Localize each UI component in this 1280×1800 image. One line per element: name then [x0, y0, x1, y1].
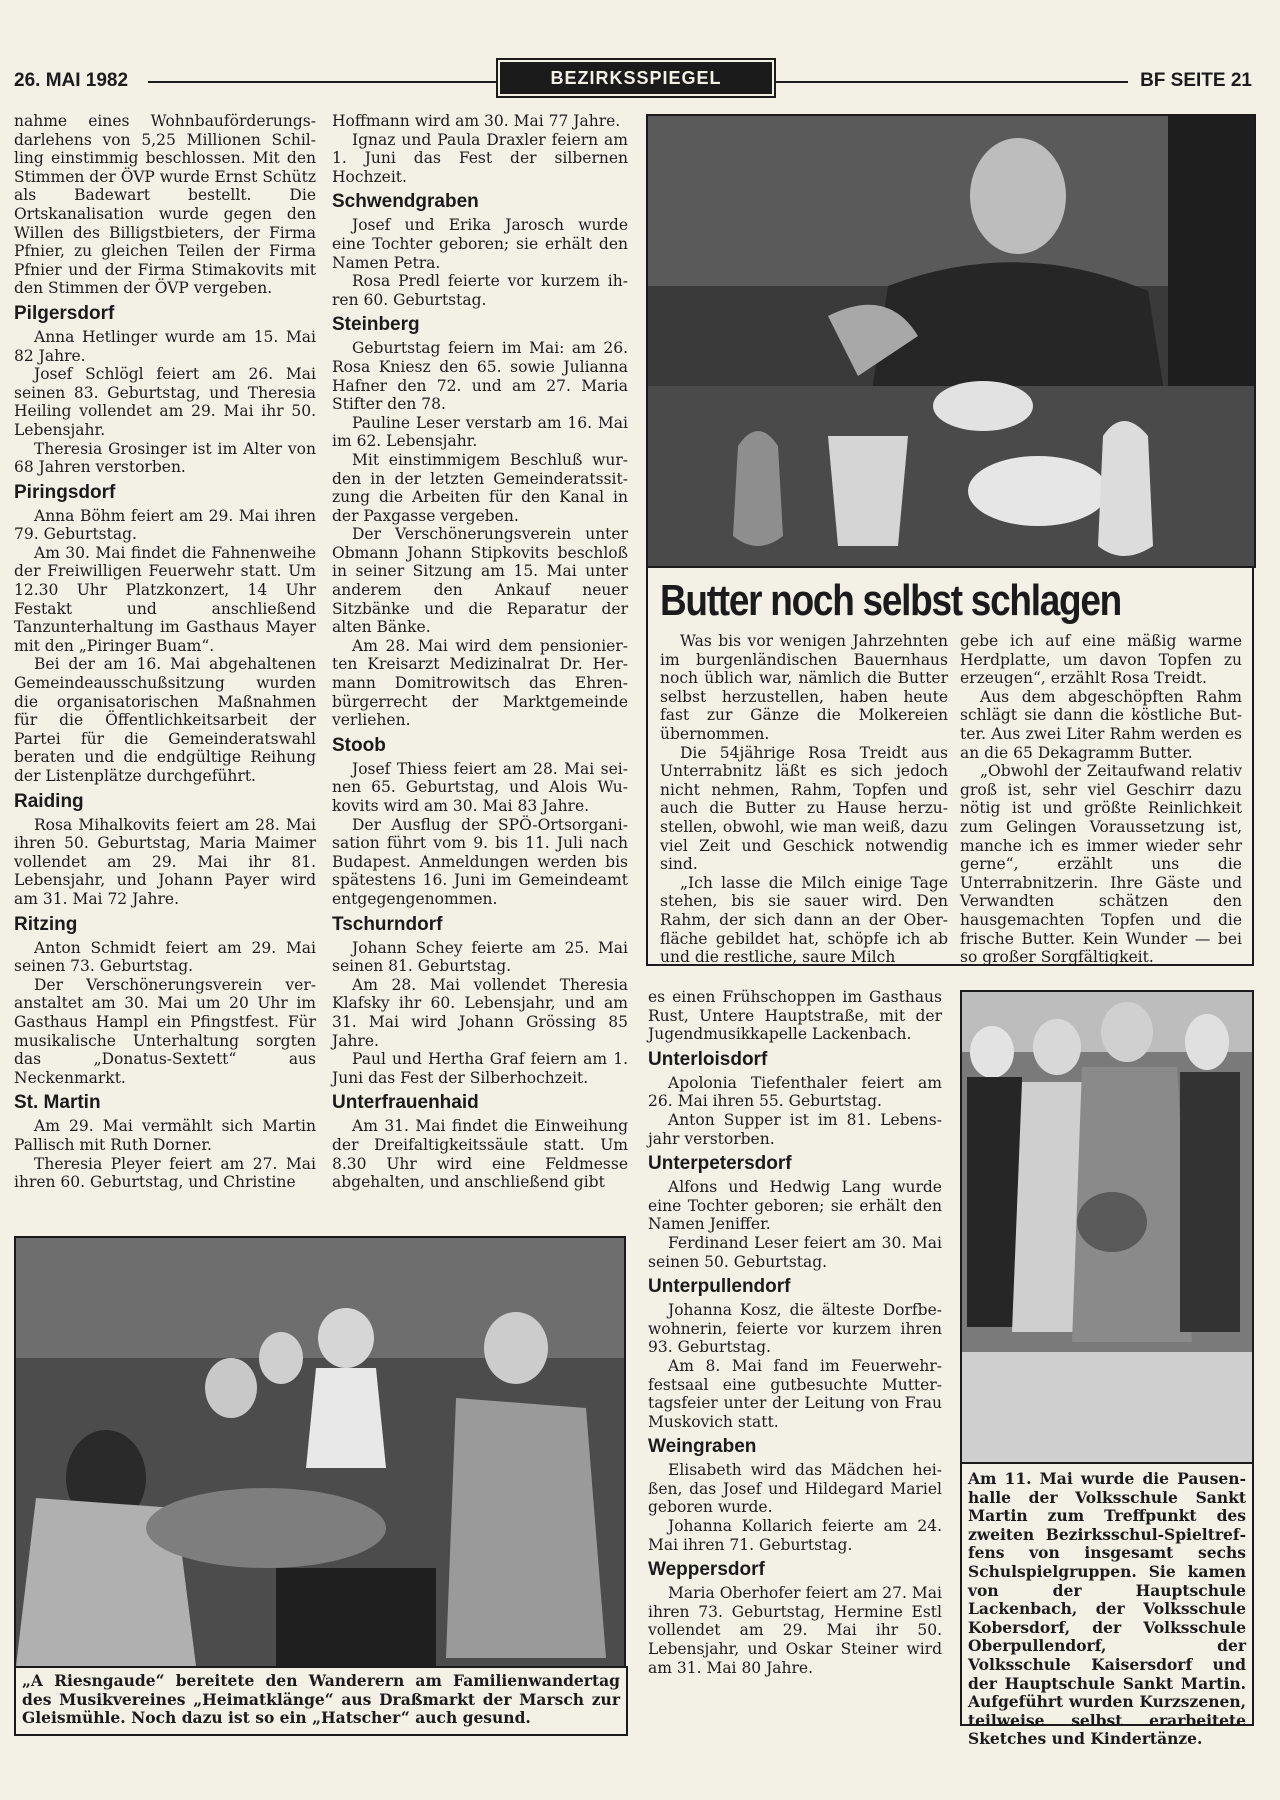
article-continuation: es einen Frühschoppen im Gasthaus Rust, Untere Hauptstraße, mit der Jugendmusikkapelle Lackenbach.: [648, 988, 942, 1044]
paragraph: Rosa Mihalkovits feiert am 28. Mai ihren 50. Geburtstag, Maria Maimer vollendet am 29. Mai ihr 81. Lebensjahr, und Johann Payer wird am 31. Mai 72 Jahre.: [14, 815, 316, 908]
paragraph: Alfons und Hedwig Lang wurde eine Tochter geboren; sie erhält den Namen Jeniffer.: [648, 1178, 942, 1234]
issue-date: 26. MAI 1982: [14, 70, 129, 91]
paragraph: Am 30. Mai findet die Fahnenweihe der Freiwilligen Feuerwehr statt. Um 12.30 Uhr Platzkonzert, 14 Uhr Festakt und anschließend Tanzunterhaltung im Gasthaus Mayer mit den „Piringer Buam“.: [14, 543, 316, 655]
paragraph: Anton Supper ist im 81. Lebensjahr verstorben.: [648, 1110, 942, 1148]
paragraph: Josef und Erika Jarosch wurde eine Tochter geboren; sie erhält den Namen Petra.: [332, 216, 628, 272]
paragraph: Johanna Kosz, die älteste Dorfbewohnerin, feierte vor kurzem ihren 93. Geburtstag.: [648, 1301, 942, 1357]
paragraph: Am 28. Mai wird dem pensionierten Kreisarzt Medizinalrat Dr. Hermann Domitrowitsch das Ehrenbürgerrecht der Marktgemeinde verliehen.: [332, 636, 628, 730]
section-heading: Tschurndorf: [332, 913, 443, 935]
section-heading: Raiding: [14, 790, 84, 812]
butter-making-photo: [646, 114, 1256, 568]
paragraph: Elisabeth wird das Mädchen heißen, das Josef und Hildegard Mariel geboren wurde.: [648, 1461, 942, 1517]
hikers-caption: „A Riesngaude“ bereitete den Wanderern am Familienwandertag des Musikvereines „Heimatklänge“ aus Draßmarkt der Marsch zur Gleismühle. Noch dazu ist so ein „Hatscher“ auch gesund.: [14, 1666, 628, 1736]
article-headline: Butter noch selbst schlagen: [660, 576, 1121, 625]
paragraph: gebe ich auf eine mäßig warme Herdplatte, um davon Topfen zu erzeugen“, erzählt Rosa Treidt.: [960, 632, 1242, 688]
school-play-photo: [960, 990, 1254, 1464]
column-1: [14, 112, 316, 1192]
section-heading: Steinberg: [332, 314, 420, 336]
paragraph: Maria Oberhofer feiert am 27. Mai ihren 73. Geburtstag, Hermine Estl vollendet am 29. Mai ihr 50. Lebensjahr, und Oskar Steiner wird am 31. Mai 80 Jahre.: [648, 1584, 942, 1677]
paragraph: Der Verschönerungsverein unter Obmann Johann Stipkovits beschloß in seiner Sitzung am 15. Mai unter anderem den Ankauf neuer Sitzbänke und die Reparatur der alten Bänke.: [332, 525, 628, 637]
school-play-caption: Am 11. Mai wurde die Pausenhalle der Volksschule Sankt Martin zum Treffpunkt des zweiten Bezirksschul-Spieltreffens von insgesamt sechs Schulspielgruppen. Sie kamen von der Hauptschule Lackenbach, der Volksschule Kobersdorf, der Volksschule Oberpullendorf, der Volksschule Kaisersdorf und der Hauptschule Sankt Martin. Aufgeführt wurden Kurzszenen, teilweise selbst erarbeitete Sketches und Kindertänze.: [960, 1462, 1254, 1726]
section-heading: Piringsdorf: [14, 481, 116, 503]
paragraph: Rosa Predl feierte vor kurzem ihren 60. Geburtstag.: [332, 272, 628, 309]
paragraph: Der Ausflug der SPÖ-Ortsorganisation führt vom 9. bis 11. Juli nach Budapest. Anmeldungen werden bis spätestens 16. Juni im Gemeindeamt entgegengenommen.: [332, 815, 628, 908]
paragraph: Ignaz und Paula Draxler feiern am 1. Juni das Fest der silbernen Hochzeit.: [332, 130, 628, 186]
paragraph: Die 54jährige Rosa Treidt aus Unterrabnitz läßt es sich jedoch nicht nehmen, Rahm, Topfen und auch die Butter zu Hause herzustellen, obwohl, wie man weiß, dazu viel Zeit und Geschick notwendig sind.: [660, 743, 948, 874]
section-heading: Schwendgraben: [332, 191, 479, 213]
paragraph: Bei der am 16. Mai abgehaltenen Gemeindeausschußsitzung wurden die organisatorischen Maßnahmen für die Öffentlichkeitsarbeit der Partei für die Gemeinderatswahl beraten und die endgültige Reihung der Listenplätze durchgeführt.: [14, 655, 316, 785]
paragraph: Pauline Leser verstarb am 16. Mai im 62. Lebensjahr.: [332, 413, 628, 451]
paragraph: Am 8. Mai fand im Feuerwehrfestsaal eine gutbesuchte Muttertagsfeier unter der Leitung von Frau Muskovich statt.: [648, 1356, 942, 1431]
paragraph: „Ich lasse die Milch einige Tage stehen, bis sie sauer wird. Den Rahm, der sich dann an der Oberfläche gebildet hat, schöpfe ich ab und die restliche, saure Milch: [660, 873, 948, 967]
section-heading: Weppersdorf: [648, 1559, 765, 1581]
paragraph: Apolonia Tiefenthaler feiert am 26. Mai ihren 55. Geburtstag.: [648, 1073, 942, 1111]
section-heading: Stoob: [332, 734, 386, 756]
section-heading: Ritzing: [14, 913, 78, 935]
paragraph: Johann Schey feierte am 25. Mai seinen 81. Geburtstag.: [332, 938, 628, 976]
paragraph: „Obwohl der Zeitaufwand relativ groß ist, sehr viel Geschirr dazu nötig ist und größte Reinlichkeit zum Gelingen Voraussetzung ist, manche ich es immer wieder sehr gerne“, erzählt uns die Unterrabnitzerin. Ihre Gäste und Verwandten schätzen den hausgemachten Topfen und die frische Butter. Kein Wunder — bei so großer Sorgfältigkeit.: [960, 762, 1242, 967]
header-rule-left: [148, 81, 496, 83]
section-heading: St. Martin: [14, 1092, 101, 1114]
paragraph: Mit einstimmigem Beschluß wurden in der letzten Gemeinderatssitzung die Arbeiten für den Kanal in der Paxgasse vergeben.: [332, 450, 628, 525]
paragraph: Theresia Pleyer feiert am 27. Mai ihren 60. Geburtstag, und Christine: [14, 1154, 316, 1192]
school-photo-graphic: [962, 992, 1252, 1462]
column-2: [332, 112, 628, 1192]
hikers-photo-graphic: [16, 1238, 624, 1666]
paragraph: Johanna Kollarich feierte am 24. Mai ihren 71. Geburtstag.: [648, 1517, 942, 1554]
section-title: BEZIRKSSPIEGEL: [500, 62, 772, 94]
paragraph: Am 31. Mai findet die Einweihung der Dreifaltigkeitssäule statt. Um 8.30 Uhr wird eine Feldmesse abgehalten, und anschließend gibt: [332, 1117, 628, 1192]
column-3: [648, 988, 942, 1677]
paragraph: Aus dem abgeschöpften Rahm schlägt sie dann die köstliche Butter. Aus zwei Liter Rahm werden es an die 65 Dekagramm Butter.: [960, 687, 1242, 762]
article-continuation: nahme eines Wohnbauförderungsdarlehens von 5,25 Millionen Schilling einstimmig beschlossen. Mit den Stimmen der ÖVP wurde Ernst Schütz als Badewart bestellt. Die Ortskanalisation wurde gegen den Willen des Billigstbieters, der Firma Pfnier, zu gleichen Teilen der Firma Pfnier und der Firma Stimakovits mit den Stimmen der ÖVP vergeben.: [14, 112, 316, 298]
section-heading: Pilgersdorf: [14, 302, 115, 324]
page-number: BF SEITE 21: [1140, 70, 1252, 91]
article-continuation: Hoffmann wird am 30. Mai 77 Jahre.: [332, 112, 621, 130]
header-rule-right: [776, 81, 1128, 83]
paragraph: Paul und Hertha Graf feiern am 1. Juni das Fest der Silberhochzeit.: [332, 1050, 628, 1087]
section-heading: Unterloisdorf: [648, 1048, 768, 1070]
paragraph: Josef Schlögl feiert am 26. Mai seinen 83. Geburtstag, und Theresia Heiling vollendet am 29. Mai ihr 50. Lebensjahr.: [14, 365, 316, 439]
paragraph: Ferdinand Leser feiert am 30. Mai seinen 50. Geburtstag.: [648, 1233, 942, 1271]
paragraph: Geburtstag feiern im Mai: am 26. Rosa Kniesz den 65. sowie Julianna Hafner den 72. und am 27. Maria Stifter den 78.: [332, 339, 628, 414]
paragraph: Theresia Grosinger ist im Alter von 68 Jahren verstorben.: [14, 439, 316, 477]
section-heading: Unterpetersdorf: [648, 1153, 792, 1175]
paragraph: Josef Thiess feiert am 28. Mai seinen 65. Geburtstag, und Alois Wukovits wird am 30. Mai 83 Jahre.: [332, 759, 628, 815]
paragraph: Anna Böhm feiert am 29. Mai ihren 79. Geburtstag.: [14, 506, 316, 544]
paragraph: Anton Schmidt feiert am 29. Mai seinen 73. Geburtstag.: [14, 938, 316, 976]
paragraph: Anna Hetlinger wurde am 15. Mai 82 Jahre.: [14, 327, 316, 365]
butter-article: [646, 566, 1254, 966]
butter-column-2: [960, 632, 1242, 967]
paragraph: Was bis vor wenigen Jahrzehnten im burgenländischen Bauernhaus noch üblich war, nämlich die Butter selbst herzustellen, haben heute fast zur Gänze die Molkereien übernommen.: [660, 632, 948, 743]
section-heading: Unterpullendorf: [648, 1276, 791, 1298]
paragraph: Am 28. Mai vollendet Theresia Klafsky ihr 60. Lebensjahr, und am 31. Mai wird Johann Grössing 85 Jahre.: [332, 975, 628, 1050]
butter-photo-graphic: [648, 116, 1254, 566]
hikers-photo: [14, 1236, 626, 1668]
section-heading: Weingraben: [648, 1436, 757, 1458]
butter-column-1: [660, 632, 948, 967]
paragraph: Der Verschönerungsverein veranstaltet am 30. Mai um 20 Uhr im Gasthaus Hampl ein Pfingstfest. Für musikalische Unterhaltung sorgten das „Donatus-Sextett“ aus Neckenmarkt.: [14, 975, 316, 1087]
paragraph: Am 29. Mai vermählt sich Martin Pallisch mit Ruth Dorner.: [14, 1117, 316, 1154]
section-heading: Unterfrauenhaid: [332, 1092, 479, 1114]
